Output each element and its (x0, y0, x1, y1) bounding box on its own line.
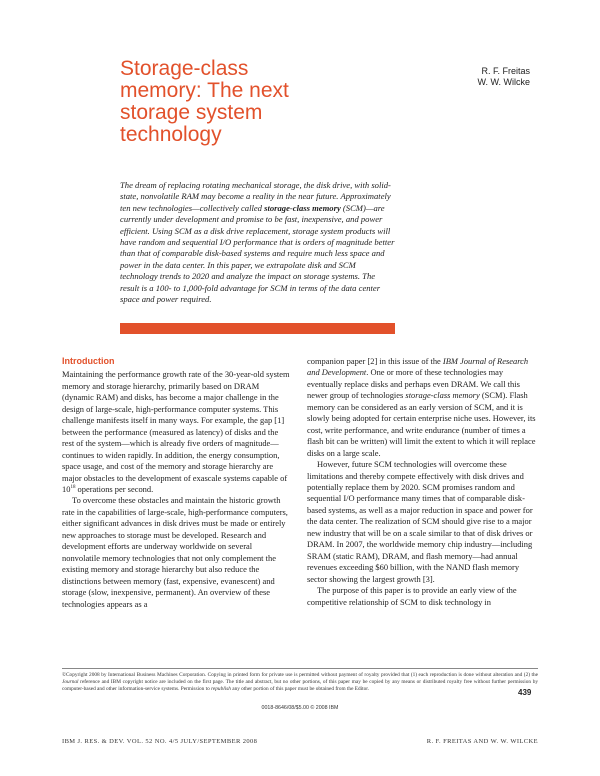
running-authors: R. F. FREITAS AND W. W. WILCKE (426, 738, 538, 745)
copyright-notice (62, 672, 538, 693)
copyright-republish: republish (211, 686, 231, 692)
abstract-divider-bar (120, 323, 395, 334)
copyright-text: reference and IBM copyright notice are included on the first page. The title and abstract, but no other portions, of this paper may be copied by any means or distributed royalty free without further permission by computer-based and other information-service systems. Permission to (62, 679, 538, 692)
journal-name: IBM Journal of Research and Development (307, 356, 529, 378)
body-column-right (307, 356, 537, 608)
paragraph-text: . One or more of these technologies may eventually replace disks and perhaps even DRAM. We call this newer group of technologies (307, 367, 520, 401)
copyright-journal: Journal (62, 679, 79, 685)
author-name: R. F. Freitas (481, 66, 530, 76)
paragraph-text: operations per second. (75, 483, 154, 494)
body-paragraph (307, 356, 537, 459)
key-term: storage-class memory (405, 390, 480, 401)
exponent: 18 (70, 485, 76, 491)
paragraph-text: Maintaining the performance growth rate of the 30-year-old system memory and storage hierarchy, primarily based on DRAM (dynamic RAM) and disks, has become a major challenge in the design of large-scale, high-performance computer systems. This challenge manifests itself in many ways. For example, the gap [1] between the performance (measured as latency) of disks and the rest of the system—which is already five orders of magnitude—continues to widen rapidly. In addition, the energy consumption, space usage, and cost of the memory and storage hierarchy are major obstacles to the development of exascale systems capable of 10 (62, 369, 290, 494)
author-list (430, 66, 530, 88)
journal-reference: IBM J. RES. & DEV. VOL. 52 NO. 4/5 JULY/SEPTEMBER 2008 (62, 738, 258, 745)
body-paragraph: To overcome these obstacles and maintain the historic growth rate in the capabilities of large-scale, high-performance computers, either significant advances in disk drives must be made or entirely new approaches to storage must be developed. Research and development efforts are underway worldwide on several nonvolatile memory technologies that not only complement the existing memory and storage hierarchy but also reduce the distinctions between memory (fast, expensive, evanescent) and storage (slow, inexpensive, permanent). An overview of these technologies appears as a (62, 495, 288, 609)
paper-title: Storage-class memory: The next storage system technology (120, 57, 289, 146)
body-paragraph: However, future SCM technologies will overcome these limitations and thereby compete effectively with disk drives and potentially replace them by 2020. SCM promises random and sequential I/O performance many times that of comparable disk-based systems, as well as a major reduction in space and power for the data center. The realization of SCM should give rise to a major new industry that will be on a scale similar to that of disk drives or DRAM. In 2007, the worldwide memory chip industry—including SRAM (static RAM), DRAM, and flash memory—had annual revenues exceeding $60 billion, with the NAND flash memory sector showing the largest growth [3]. (307, 459, 533, 584)
paragraph-text: (SCM). Flash memory can be considered as an early version of SCM, and it is slowly being adopted for certain enterprise niche uses. However, its cost, write performance, and write endurance (number of times a flash bit can be written) will limit the extent to which it will replace disks on a large scale. (307, 390, 536, 458)
abstract-key-term: storage-class memory (264, 202, 341, 213)
body-paragraph: The purpose of this paper is to provide an early view of the competitive relationship of SCM to disk technology in (307, 585, 517, 607)
doi-line: 0018-8646/08/$5.00 © 2008 IBM (261, 705, 339, 711)
copyright-text: any other portion of this paper must be obtained from the Editor. (230, 686, 370, 692)
body-column-left (62, 356, 292, 610)
body-paragraph (62, 369, 292, 495)
paragraph-text: companion paper [2] in this issue of the (307, 356, 443, 366)
footnote-rule (62, 668, 538, 669)
section-heading-introduction: Introduction (62, 356, 115, 366)
copyright-text: ©Copyright 2008 by International Business Machines Corporation. Copying in printed form for private use is permitted without payment of royalty provided that (1) each reproduction is done without alteration and (2) the (62, 672, 538, 678)
author-name: W. W. Wilcke (477, 77, 530, 87)
abstract-text: The dream of replacing rotating mechanical storage, the disk drive, with solid-state, nonvolatile RAM may become a reality in the near future. Approximately ten new technologies—collectively called (120, 180, 391, 213)
page-number: 439 (518, 688, 532, 697)
abstract (120, 180, 395, 305)
abstract-text: (SCM)—are currently under development and promise to be fast, inexpensive, and power efficient. Using SCM as a disk drive replacement, storage system products will have random and sequential I/O performance that is orders of magnitude better than that of comparable disk-based systems and require much less space and power in the data center. In this paper, we extrapolate disk and SCM technology trends to 2020 and analyze the impact on storage systems. The result is a 100- to 1,000-fold advantage for SCM in terms of the data center space and power required. (120, 202, 395, 305)
